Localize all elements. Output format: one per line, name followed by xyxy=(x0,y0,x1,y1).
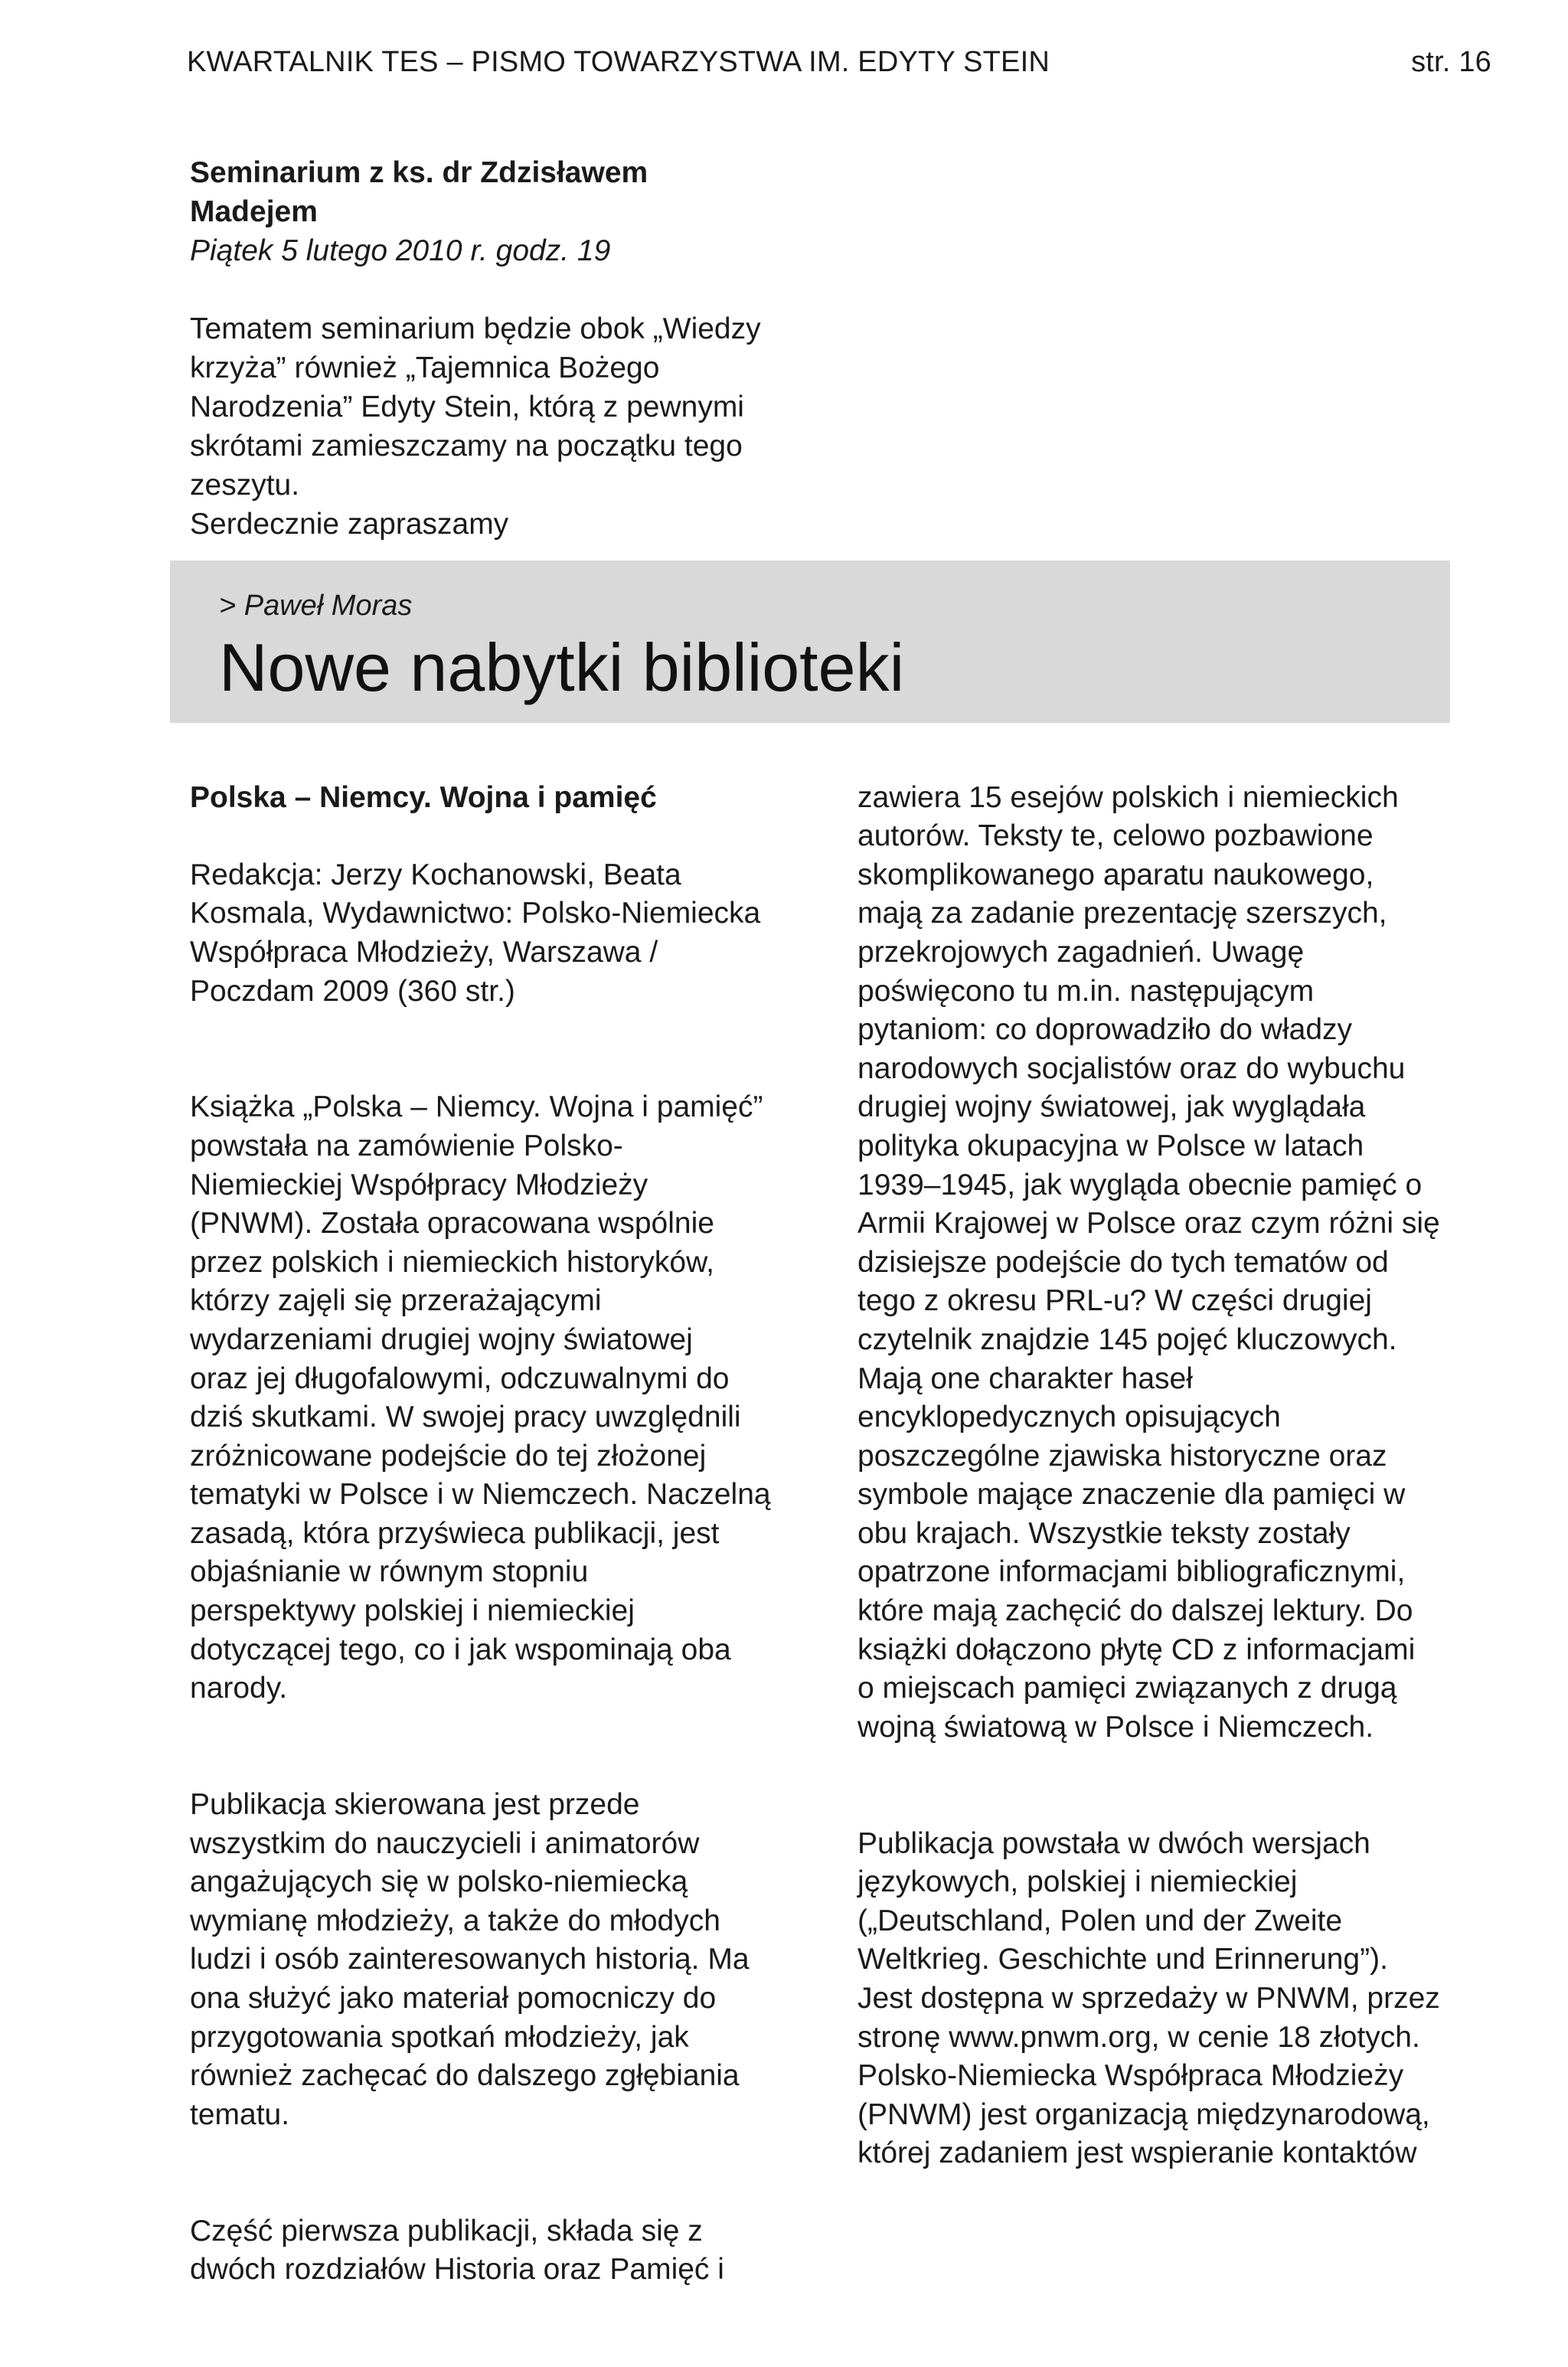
seminar-title: Seminarium z ks. dr Zdzisławem Madejem xyxy=(190,156,648,228)
article-title: Nowe nabytki biblioteki xyxy=(219,629,905,705)
book-title: Polska – Niemcy. Wojna i pamięć xyxy=(190,780,657,814)
book-info: Redakcja: Jerzy Kochanowski, Beata Kosmala, Wydawnictwo: Polsko-Niemiecka Współpraca Młodzieży, Warszawa / Poczdam 2009 (360 str.) xyxy=(190,858,761,1008)
paragraph: Część pierwsza publikacji, składa się z dwóch rozdziałów Historia oraz Pamięć i xyxy=(190,2214,724,2287)
seminar-notice xyxy=(190,153,802,544)
seminar-body: Tematem seminarium będzie obok „Wiedzy krzyża” również „Tajemnica Bożego Narodzenia” Edyty Stein, którą z pewnymi skrótami zamieszczamy na początku tego zeszytu. Serdecznie zapraszamy xyxy=(190,312,761,541)
article-column-left xyxy=(190,740,818,2367)
paragraph: Publikacja powstała w dwóch wersjach językowych, polskiej i niemieckiej („Deutschland, Polen und der Zweite Weltkrieg. Geschichte und Erinnerung”). Jest dostępna w sprzedaży w PNWM, przez stronę www.pnwm.org, w cenie 18 złotych. Polsko-Niemiecka Współpraca Młodzieży (PNWM) jest organizacją międzynarodową, której zadaniem jest wspieranie kontaktów xyxy=(858,1826,1440,2170)
paragraph: Publikacja skierowana jest przede wszystkim do nauczycieli i animatorów angażujących się w polsko-niemiecką wymianę młodzieży, a także do młodych ludzi i osób zainteresowanych historią. Ma ona służyć jako materiał pomocniczy do przygotowania spotkań młodzieży, jak również zachęcać do dalszego zgłębiania tematu. xyxy=(190,1788,750,2131)
seminar-date: Piątek 5 lutego 2010 r. godz. 19 xyxy=(190,234,611,267)
paragraph: zawiera 15 esejów polskich i niemieckich autorów. Teksty te, celowo pozbawione skomplikowanego aparatu naukowego, mają za zadanie prezentację szerszych, przekrojowych zagadnień. Uwagę poświęcono tu m.in. następującym pytaniom: co doprowadziło do władzy narodowych socjalistów oraz do wybuchu drugiej wojny światowej, jak wyglądała polityka okupacyjna w Polsce w latach 1939–1945, jak wygląda obecnie pamięć o Armii Krajowej w Polsce oraz czym różni się dzisiejsze podejście do tych tematów od tego z okresu PRL-u? W części drugiej czytelnik znajdzie 145 pojęć kluczowych. Mają one charakter haseł encyklopedycznych opisujących poszczególne zjawiska historyczne oraz symbole mające znaczenie dla pamięci w obu krajach. Wszystkie teksty zostały opatrzone informacjami bibliograficznymi, które mają zachęcić do dalszej lektury. Do książki dołączono płytę CD z informacjami o miejscach pamięci związanych z drugą wojną światową w Polsce i Niemczech. xyxy=(858,780,1440,1744)
paragraph: Książka „Polska – Niemcy. Wojna i pamięć” powstała na zamówienie Polsko- Niemieckiej Współpracy Młodzieży (PNWM). Została opracowana wspólnie przez polskich i niemieckich historyków, którzy zajęli się przerażającymi wydarzeniami drugiej wojny światowej oraz jej długofalowymi, odczuwalnymi do dziś skutkami. W swojej pracy uwzględnili zróżnicowane podejście do tej złożonej tematyki w Polsce i w Niemczech. Naczelną zasadą, która przyświeca publikacji, jest objaśnianie w równym stopniu perspektywy polskiej i niemieckiej dotyczącej tego, co i jak wspominają oba narody. xyxy=(190,1090,771,1705)
article-author: > Paweł Moras xyxy=(219,590,413,622)
article-column-right xyxy=(858,740,1455,2251)
running-header: KWARTALNIK TES – PISMO TOWARZYSTWA IM. EDYTY STEIN xyxy=(187,46,1050,78)
page-number: str. 16 xyxy=(1411,46,1491,78)
